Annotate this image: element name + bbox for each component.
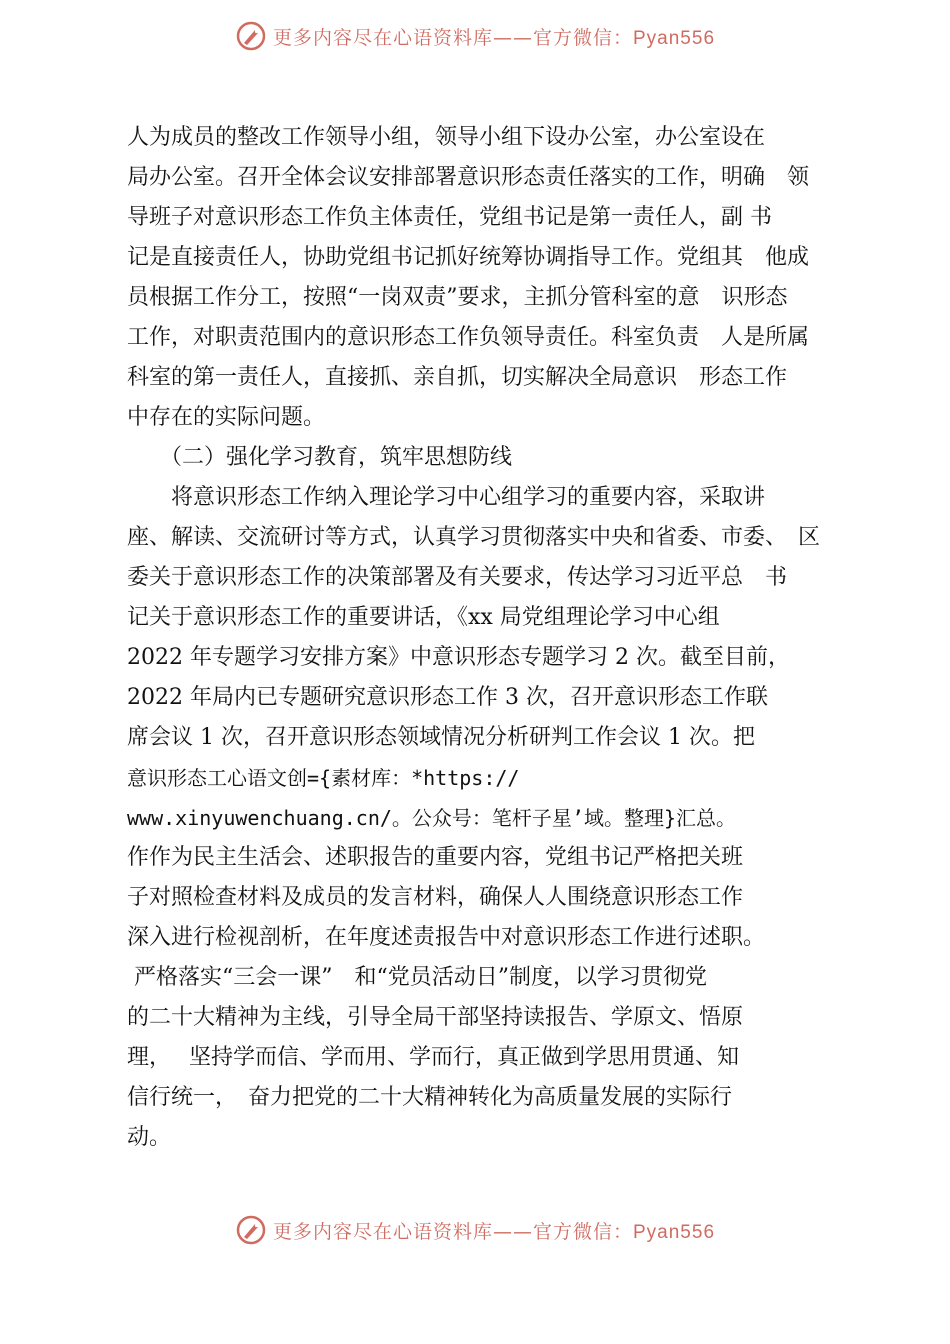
header-banner bbox=[0, 14, 950, 58]
text-line: 作作为民主生活会、述职报告的重要内容，党组书记严格把关班 bbox=[127, 845, 744, 870]
text-line: 子对照检查材料及成员的发言材料，确保人人围绕意识形态工作 bbox=[127, 885, 744, 910]
text-line: 理， 坚持学而信、学而用、学而行，真正做到学思用贯通、知 bbox=[127, 1045, 739, 1070]
text-line: 座、解读、交流研讨等方式，认真学习贯彻落实中央和省委、市委、 区 bbox=[127, 525, 821, 550]
text-line: 中存在的实际问题。 bbox=[127, 405, 326, 430]
text-line: 严格落实“三会一课” 和“党员活动日”制度，以学习贯彻党 bbox=[127, 965, 707, 990]
text-line: 2022 年专题学习安排方案》中意识形态专题学习 2 次。截至目前， bbox=[127, 645, 790, 670]
text-line: 的二十大精神为主线，引导全局干部坚持读报告、学原文、悟原 bbox=[127, 1005, 744, 1030]
text-line: 记关于意识形态工作的重要讲话，《xx 局党组理论学习中心组 bbox=[127, 605, 720, 630]
text-line: www.xinyuwenchuang.cn/。公众号：笔杆子星’域。整理}汇总。 bbox=[127, 806, 736, 830]
banner-text: 更多内容尽在心语资料库——官方微信：Pyan556 bbox=[272, 26, 716, 49]
text-line: 记是直接责任人，协助党组书记抓好统筹协调指导工作。党组其 他成 bbox=[127, 245, 810, 270]
footer-banner bbox=[0, 1208, 950, 1252]
text-line: 人为成员的整改工作领导小组，领导小组下设办公室，办公室设在 bbox=[127, 125, 766, 150]
text-line: 工作，对职责范围内的意识形态工作负领导责任。科室负责 人是所属 bbox=[127, 325, 810, 350]
text-line: 意识形态工心语文创={素材库：*https:// bbox=[127, 766, 520, 790]
text-line: 局办公室。召开全体会议安排部署意识形态责任落实的工作，明确 领 bbox=[127, 165, 810, 190]
document-body bbox=[127, 118, 867, 1158]
text-line: 2022 年局内已专题研究意识形态工作 3 次，召开意识形态工作联 bbox=[127, 685, 768, 710]
text-line: 科室的第一责任人，直接抓、亲自抓，切实解决全局意识 形态工作 bbox=[127, 365, 788, 390]
fountain-pen-seal-icon bbox=[235, 1214, 267, 1246]
text-line: 委关于意识形态工作的决策部署及有关要求，传达学习习近平总 书 bbox=[127, 565, 788, 590]
wechat-id: Pyan556 bbox=[633, 1221, 716, 1243]
banner-text: 更多内容尽在心语资料库——官方微信：Pyan556 bbox=[272, 1220, 716, 1243]
fountain-pen-seal-icon bbox=[235, 20, 267, 52]
section-heading: （二）强化学习教育，筑牢思想防线 bbox=[127, 445, 513, 470]
text-line: 将意识形态工作纳入理论学习中心组学习的重要内容，采取讲 bbox=[127, 485, 766, 510]
text-line: 席会议 1 次，召开意识形态领域情况分析研判工作会议 1 次。把 bbox=[127, 725, 755, 750]
text-line: 员根据工作分工，按照“一岗双责”要求，主抓分管科室的意 识形态 bbox=[127, 285, 788, 310]
text-line: 信行统一， 奋力把党的二十大精神转化为高质量发展的实际行 bbox=[127, 1085, 733, 1110]
text-line: 深入进行检视剖析，在年度述责报告中对意识形态工作进行述职。 bbox=[127, 925, 766, 950]
wechat-id: Pyan556 bbox=[633, 27, 716, 49]
text-line: 动。 bbox=[127, 1125, 172, 1150]
text-line: 导班子对意识形态工作负主体责任，党组书记是第一责任人，副 书 bbox=[127, 205, 772, 230]
